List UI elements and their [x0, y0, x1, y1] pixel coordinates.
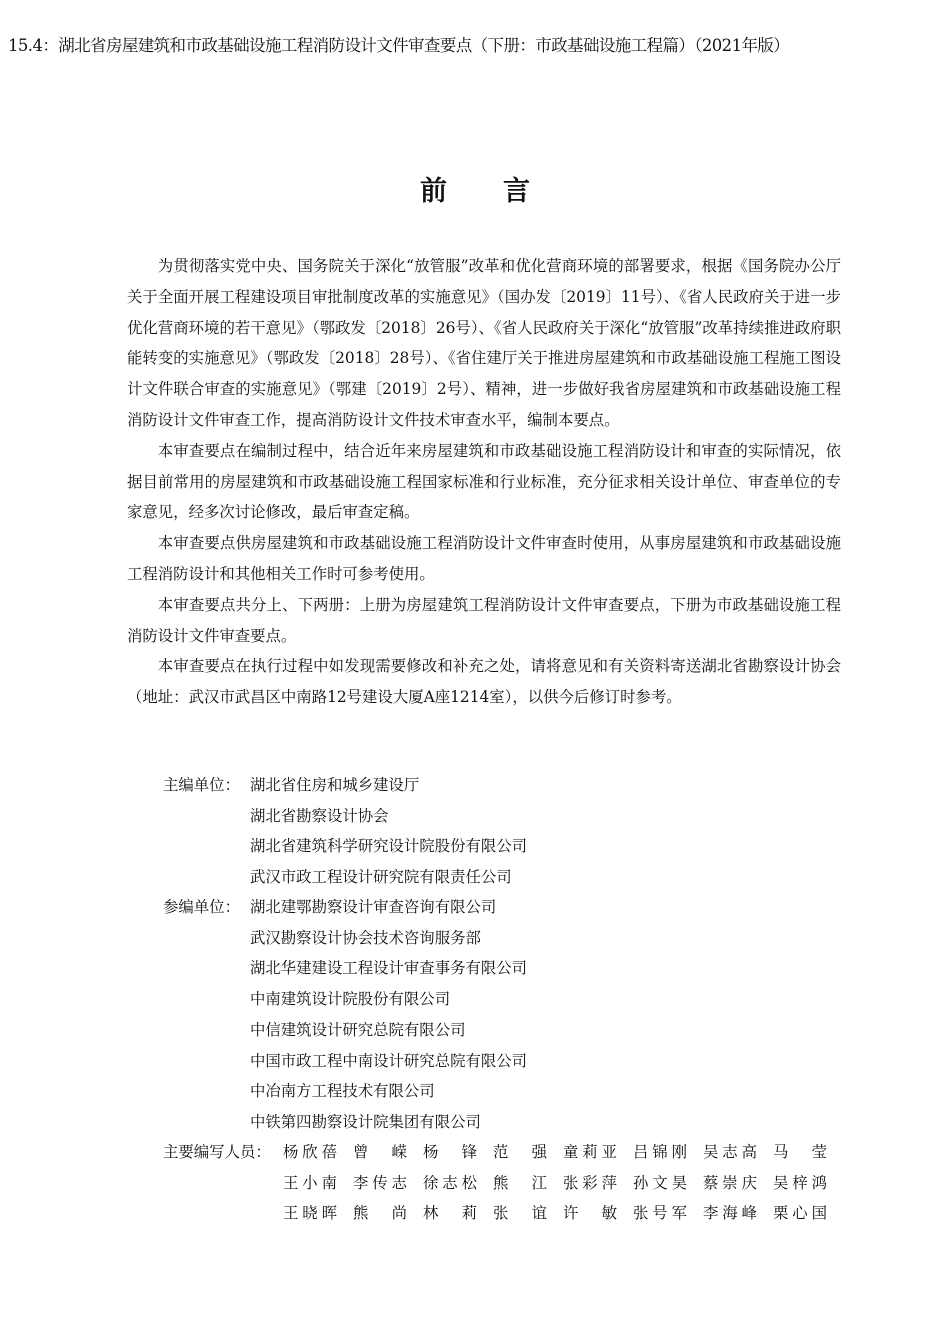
staff-name: 张号军	[633, 1204, 687, 1223]
staff-name: 曾嵘	[353, 1143, 407, 1161]
staff-name: 童莉亚	[563, 1143, 617, 1161]
staff-name: 熊尚	[353, 1204, 407, 1223]
main-units-section	[163, 770, 527, 893]
participating-unit-item: 中冶南方工程技术有限公司	[250, 1082, 435, 1101]
paragraph: 为贯彻落实党中央、国务院关于深化“放管服”改革和优化营商环境的部署要求，根据《国务院办公厅关于全面开展工程建设项目审批制度改革的实施意见》（国办发〔2019〕11号）、《省人民政府关于进一步优化营商环境的若干意见》（鄂政发〔2018〕26号）、《省人民政府关于深化“放管服”改革持续推进政府职能转变的实施意见》（鄂政发〔2018〕28号）、《省住建厅关于推进房屋建筑和市政基础设施工程施工图设计文件联合审查的实施意见》（鄂建〔2019〕2号）、精神，进一步做好我省房屋建筑和市政基础设施工程消防设计文件审查工作，提高消防设计文件技术审查水平，编制本要点。	[127, 257, 841, 429]
staff-name: 王晓晖	[283, 1204, 337, 1223]
paragraph: 本审查要点在执行过程中如发现需要修改和补充之处，请将意见和有关资料寄送湖北省勘察设计协会（地址：武汉市武昌区中南路12号建设大厦A座1214室），以供今后修订时参考。	[127, 657, 841, 707]
main-unit-item: 湖北省勘察设计协会	[250, 806, 389, 825]
participating-unit-item: 湖北建鄂勘察设计审查咨询有限公司	[250, 898, 497, 916]
paragraph: 本审查要点在编制过程中，结合近年来房屋建筑和市政基础设施工程消防设计和审查的实际情况，依据目前常用的房屋建筑和市政基础设施工程国家标准和行业标准，充分征求相关设计单位、审查单位的专家意见，经多次讨论修改，最后审查定稿。	[127, 441, 841, 522]
participating-units-label: 参编单位：	[163, 898, 240, 916]
staff-name: 王小南	[283, 1173, 337, 1192]
staff-grid	[283, 1137, 843, 1229]
participating-unit-item: 中国市政工程中南设计研究总院有限公司	[250, 1051, 528, 1070]
page-title: 前言	[420, 176, 586, 207]
staff-name: 吴梓鸿	[773, 1173, 827, 1192]
staff-name: 吕锦刚	[633, 1143, 687, 1161]
document-header: 15.4：湖北省房屋建筑和市政基础设施工程消防设计文件审查要点（下册：市政基础设施工程篇）（2021年版）	[8, 36, 790, 55]
staff-name: 熊江	[493, 1173, 547, 1192]
staff-name: 孙文昊	[633, 1173, 687, 1192]
staff-name: 蔡崇庆	[703, 1173, 757, 1192]
participating-unit-item: 中南建筑设计院股份有限公司	[250, 990, 451, 1009]
staff-name: 马莹	[773, 1143, 827, 1161]
paragraph: 本审查要点供房屋建筑和市政基础设施工程消防设计文件审查时使用，从事房屋建筑和市政基础设施工程消防设计和其他相关工作时可参考使用。	[127, 534, 841, 583]
staff-label: 主要编写人员：	[163, 1143, 271, 1161]
staff-name: 张彩萍	[563, 1173, 617, 1192]
staff-name: 栗心国	[773, 1204, 827, 1223]
staff-name: 范强	[493, 1143, 547, 1161]
participating-unit-item: 中信建筑设计研究总院有限公司	[250, 1020, 466, 1039]
staff-name: 林莉	[423, 1204, 477, 1223]
participating-unit-item: 湖北华建建设工程设计审查事务有限公司	[250, 959, 528, 978]
staff-name: 杨欣蓓	[283, 1143, 337, 1161]
participating-unit-item: 中铁第四勘察设计院集团有限公司	[250, 1112, 481, 1131]
preface-body	[127, 251, 841, 713]
main-unit-item: 湖北省建筑科学研究设计院股份有限公司	[250, 837, 528, 856]
participating-unit-item: 武汉勘察设计协会技术咨询服务部	[250, 928, 481, 947]
participating-units-section	[163, 892, 527, 1138]
staff-name: 张谊	[493, 1204, 547, 1223]
staff-name: 徐志松	[423, 1173, 477, 1192]
staff-name: 李传志	[353, 1173, 407, 1192]
main-unit-item: 武汉市政工程设计研究院有限责任公司	[250, 868, 512, 887]
main-units-label: 主编单位：	[163, 776, 240, 794]
staff-name: 许敏	[563, 1204, 617, 1223]
staff-name: 李海峰	[703, 1204, 757, 1223]
main-unit-item: 湖北省住房和城乡建设厅	[250, 776, 420, 794]
paragraph: 本审查要点共分上、下两册：上册为房屋建筑工程消防设计文件审查要点，下册为市政基础设施工程消防设计文件审查要点。	[127, 595, 841, 645]
staff-name: 杨锋	[423, 1143, 477, 1161]
staff-name: 吴志高	[703, 1143, 757, 1161]
staff-section	[163, 1137, 843, 1229]
